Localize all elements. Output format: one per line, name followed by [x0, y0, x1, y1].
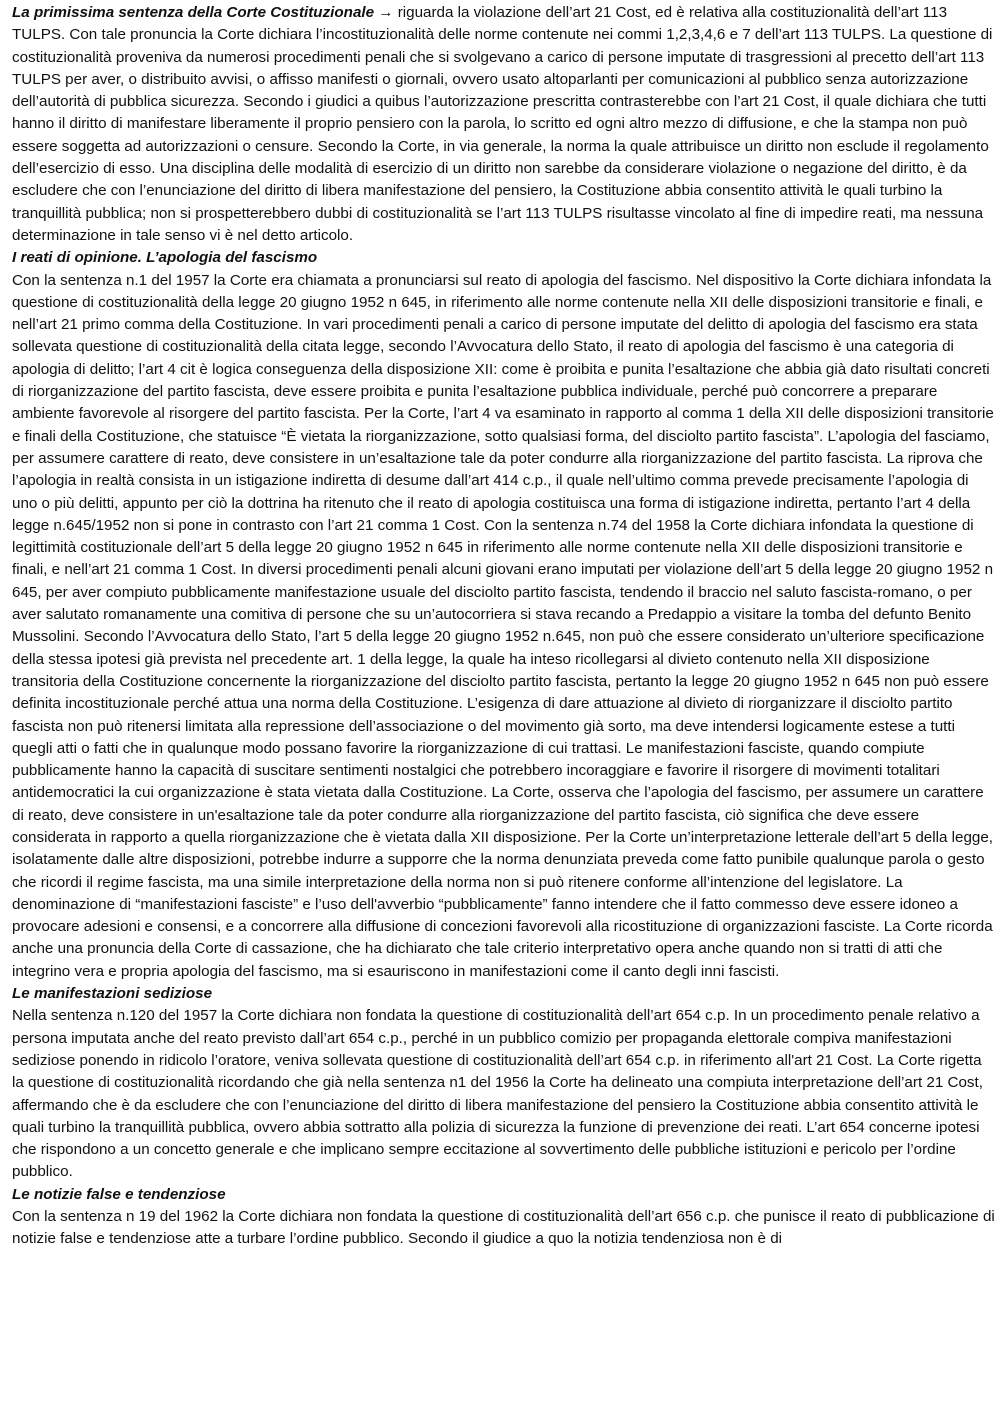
section-heading-apologia: I reati di opinione. L’apologia del fascismo: [12, 249, 318, 267]
section-heading-notizie: Le notizie false e tendenziose: [12, 1185, 226, 1203]
arrow-symbol: →: [374, 4, 398, 21]
section-text-apologia: Con la sentenza n.1 del 1957 la Corte era chiamata a pronunciarsi sul reato di apologia del fascismo. Nel dispositivo la Corte dichiara infondata la questione di costituzionalità della legge 20 giugno 1952 n 645, in riferimento alle norme contenute nella XII delle disposizioni transitorie e finali, e nell’art 21 primo comma della Costituzione. In vari procedimenti penali a carico di persone imputate del delitto di apologia del fascismo era stata sollevata questione di costituzionalità della citata legge, secondo l’Avvocatura dello Stato, il reato di apologia del fascismo è una categoria di apologia di delitto; l’art 4 cit è logica conseguenza della disposizione XII: come è proibita e punita l’esaltazione che abbia già dato risultati concreti di riorganizzazione del partito fascista, deve essere proibita e punita l’esaltazione pubblica individuale, perché può concorrere a preparare ambiente favorevole al risorgere del partito fascista. Per la Corte, l’art 4 va esaminato in rapporto al comma 1 della XII delle disposizioni transitorie e finali della Costituzione, che statuisce “È vietata la riorganizzazione, sotto qualsiasi forma, del disciolto partito fascista”. L’apologia del fasciamo, per assumere carattere di reato, deve consistere in un’esaltazione tale da poter condurre alla riorganizzazione del partito fascista. La riprova che l’apologia in realtà consista in un istigazione indiretta di desume dall’art 414 c.p., il quale nell’ultimo comma prevede precisamente l’apologia di uno o più delitti, appunto per ciò la dottrina ha ritenuto che il reato di apologia costituisca una forma di istigazione indiretta, pertanto l’art 4 della legge n.645/1952 non si pone in contrasto con l’art 21 comma 1 Cost. Con la sentenza n.74 del 1958 la Corte dichiara infondata la questione di legittimità costituzionale dell’art 5 della legge 20 giugno 1952 n 645 in riferimento alle norme contenute nella XII delle disposizioni transitorie e finali, e nell’art 21 comma 1 Cost. In diversi procedimenti penali alcuni giovani erano imputati per violazione dell’art 5 della legge 20 giugno 1952 n 645, per aver compiuto pubblicamente manifestazione usuale del disciolto partito fascista, tendendo il braccio nel saluto fascista-romano, o per aver salutato romanamente una comitiva di persone che su un’autocorriera si stava recando a Predappio a visitare la tomba del defunto Benito Mussolini. Secondo l’Avvocatura dello Stato, l’art 5 della legge 20 giugno 1952 n.645, non può che essere considerato un’ulteriore specificazione della stessa ipotesi già prevista nel precedente art. 1 della legge, la quale ha inteso ricollegarsi al divieto contenuto nella XII disposizione transitoria della Costituzione concernente la riorganizzazione del disciolto partito fascista, pertanto la legge 20 giugno 1952 n 645 non può essere definita incostituzionale perché attua una norma della Costituzione. L’esigenza di dare attuazione al divieto di riorganizzare il disciolto partito fascista non può ritenersi limitata alla repressione dell’associazione o del movimento già sorto, ma deve intendersi logicamente estese a tutti quegli atti o fatti che in qualunque modo possano favorire la riorganizzazione di cui trattasi. Le manifestazioni fasciste, quando compiute pubblicamente hanno la capacità di suscitare sentimenti nostalgici che potrebbero incoraggiare e favorire il risorgere di movimenti totalitari antidemocratici la cui organizzazione è stata vietata dalla Costituzione. La Corte, osserva che l’apologia del fascismo, per assumere un carattere di reato, deve consistere in un'esaltazione tale da poter condurre alla riorganizzazione del partito fascista, ciò significa che deve essere considerata in rapporto a quella riorganizzazione che è vietata dalla XII disposizione. Per la Corte un’interpretazione letterale dell’art 5 della legge, isolatamente dalle altre disposizioni, potrebbe indurre a supporre che la norma denunziata preveda come fatto punibile qualunque parola o gesto che ricordi il regime fascista, ma una simile interpretazione della norma non si può ritenere conforme all’intenzione del legislatore. La denominazione di “manifestazioni fasciste” e l’uso dell'avverbio “pubblicamente” fanno intendere che il fatto commesso deve essere idoneo a provocare adesioni e consensi, e a concorrere alla diffusione di concezioni favorevoli alla ricostituzione di organizzazioni fasciste. La Corte ricorda anche una pronuncia della Corte di cassazione, che ha dichiarato che tale criterio interpretativo opera anche quando non si tratti di atti che integrino vera e propria apologia del fascismo, ma si esauriscono in manifestazioni come il canto degli inni fascisti.: [12, 271, 994, 980]
intro-paragraph: [12, 2, 996, 247]
section-text-notizie: Con la sentenza n 19 del 1962 la Corte dichiara non fondata la questione di costituzionalità dell’art 656 c.p. che punisce il reato di pubblicazione di notizie false e tendenziose atte a turbare l’ordine pubblico. Secondo il giudice a quo la notizia tendenziosa non è di: [12, 1208, 995, 1248]
intro-lead: La primissima sentenza della Corte Costituzionale: [12, 4, 375, 21]
section-text-sediziose: Nella sentenza n.120 del 1957 la Corte dichiara non fondata la questione di costituzionalità dell’art 654 c.p. In un procedimento penale relativo a persona imputata anche del reato previsto dall’art 654 c.p., perché in un pubblico comizio per propaganda elettorale compiva manifestazioni sediziose ponendo in ridicolo l’oratore, veniva sollevata questione di costituzionalità dell’art 654 c.p. in riferimento all'art 21 Cost. La Corte rigetta la questione di costituzionalità ricordando che già nella sentenza n1 del 1956 la Corte ha delineato una compiuta interpretazione dell’art 21 Cost, affermando che è da escludere che con l’enunciazione del diritto di libera manifestazione del pensiero la Costituzione abbia consentito attività le quali turbino la tranquillità pubblica, ovvero abbia sottratto alla polizia di sicurezza la funzione di prevenzione dei reati. L’art 654 concerne ipotesi che rispondono a un concetto generale e che implicano sempre eccitazione al sovvertimento delle pubbliche istituzioni e pericolo per l’ordine pubblico.: [12, 1007, 983, 1181]
section-heading-sediziose: Le manifestazioni sediziose: [12, 985, 213, 1003]
intro-text: riguarda la violazione dell’art 21 Cost, ed è relativa alla costituzionalità dell’art 113 TULPS. Con tale pronuncia la Corte dichiara l’incostituzionalità delle norme contenute nei commi 1,2,3,4,6 e 7 dell’art 113 TULPS. La questione di costituzionalità proveniva da numerosi procedimenti penali che si svolgevano a carico di persone imputate di trasgressioni al precetto dell’art 113 TULPS per aver, o distribuito avvisi, o affisso manifesti o giornali, ovvero usato altoparlanti per comunicazioni al pubblico senza autorizzazione dell’autorità di pubblica sicurezza. Secondo i giudici a quibus l’autorizzazione prescritta contrasterebbe con l’art 21 Cost, il quale dichiara che tutti hanno il diritto di manifestare liberamente il proprio pensiero con la parola, lo scritto ed ogni altro mezzo di diffusione, e che la stampa non può essere soggetta ad autorizzazioni o censure. Secondo la Corte, in via generale, la norma la quale attribuisce un diritto non esclude il regolamento dell’esercizio di esso. Una disciplina delle modalità di esercizio di un diritto non sarebbe da considerare violazione o negazione del diritto, è da escludere che con l’enunciazione del diritto di libera manifestazione del pensiero, la Costituzione abbia consentito attività le quali turbino la tranquillità pubblica; non si prospetterebbero dubbi di costituzionalità se l’art 113 TULPS risultasse vincolato al fine di impedire reati, ma nessuna determinazione in tale senso vi è nel detto articolo.: [12, 4, 993, 244]
